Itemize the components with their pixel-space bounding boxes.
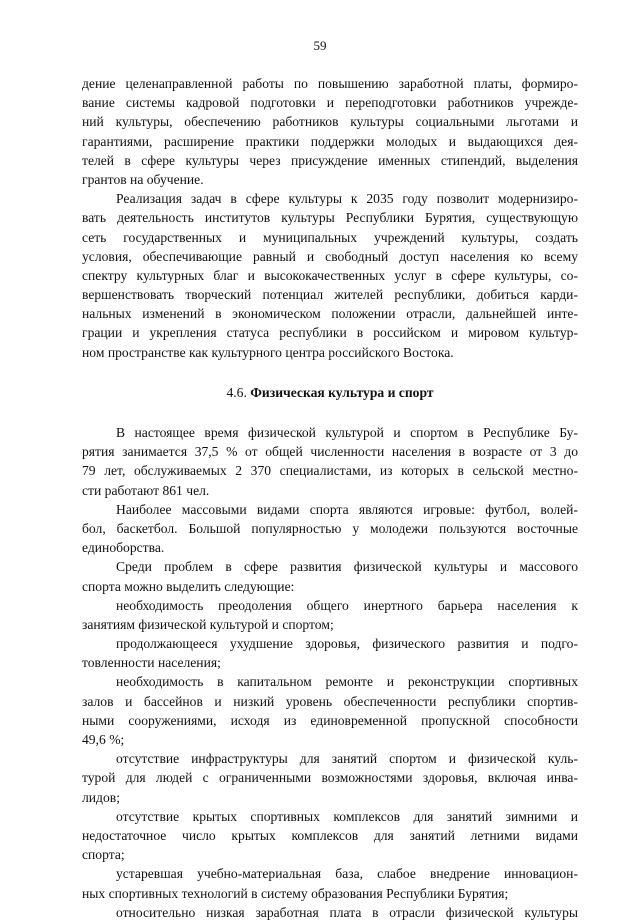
text-line: телей в сфере культуры через присуждение именных стипендий, выделения bbox=[82, 152, 578, 168]
text-line: Среди проблем в сфере развития физической культуры и массового bbox=[116, 559, 578, 575]
text-line: продолжающееся ухудшение здоровья, физического развития и подго- bbox=[116, 636, 578, 652]
paragraph-participation-stats bbox=[82, 423, 578, 500]
text-line: 79 лет, обслуживаемых 2 370 специалистами, из которых в сельской местно- bbox=[82, 463, 578, 479]
text-line: бол, баскетбол. Большой популярностью у молодежи пользуются восточные bbox=[82, 520, 578, 536]
text-line: сти работают 861 чел. bbox=[82, 482, 210, 498]
text-line: нальных изменений в экономическом положении отрасли, дальнейшей инте- bbox=[82, 306, 578, 322]
text-line: гарантиями, расширение практики поддержки молодых и выдающихся дея- bbox=[82, 133, 578, 149]
text-line: отсутствие инфраструктуры для занятий спортом и физической куль- bbox=[116, 751, 578, 767]
text-line: устаревшая учебно-материальная база, слабое внедрение инновацион- bbox=[116, 866, 578, 882]
section-number: 4.6. bbox=[226, 384, 247, 400]
text-line: грации и укрепления статуса республики в российском и мировом культур- bbox=[82, 325, 578, 341]
paragraph-staff-policy bbox=[82, 74, 578, 189]
list-item bbox=[82, 864, 578, 902]
list-item bbox=[82, 903, 578, 922]
section-heading bbox=[82, 383, 578, 402]
text-line: рятия занимается 37,5 % от общей численности населения в возрасте от 3 до bbox=[82, 444, 578, 460]
spacer bbox=[82, 362, 578, 383]
text-line: ном пространстве как культурного центра российского Востока. bbox=[82, 344, 454, 360]
text-line: грантов на обучение. bbox=[82, 171, 204, 187]
text-line: вершенствовать творческий потенциал жителей республики, добиться карди- bbox=[82, 287, 578, 303]
paragraph-popular-sports bbox=[82, 500, 578, 558]
list-item bbox=[82, 596, 578, 634]
text-line: относительно низкая заработная плата в отрасли физической культуры bbox=[116, 904, 578, 920]
paragraph-culture-2035 bbox=[82, 189, 578, 362]
text-line: отсутствие крытых спортивных комплексов для занятий зимними и bbox=[116, 808, 578, 824]
text-line: вание системы кадровой подготовки и переподготовки работников учрежде- bbox=[82, 95, 578, 111]
text-line: дение целенаправленной работы по повышению заработной платы, формиро- bbox=[82, 76, 578, 91]
list-item bbox=[82, 749, 578, 807]
text-line: необходимость в капитальном ремонте и реконструкции спортивных bbox=[116, 674, 578, 690]
text-line: вать деятельность институтов культуры Республики Бурятия, существующую bbox=[82, 210, 578, 226]
text-line: товленности населения; bbox=[82, 655, 221, 671]
section-title: Физическая культура и спорт bbox=[250, 384, 434, 400]
text-line: турой для людей с ограниченными возможностями здоровья, включая инва- bbox=[82, 770, 578, 786]
page-number: 59 bbox=[313, 38, 327, 53]
text-line: лидов; bbox=[82, 789, 120, 805]
text-line: занятиям физической культурой и спортом; bbox=[82, 616, 334, 632]
text-line: спектру культурных благ и высококачественных услуг в сфере культуры, со- bbox=[82, 267, 578, 283]
text-line: 49,6 %; bbox=[82, 732, 125, 747]
text-line: недостаточное число крытых комплексов для занятий летними видами bbox=[82, 827, 578, 843]
spacer bbox=[82, 402, 578, 423]
list-item bbox=[82, 672, 578, 749]
page-content bbox=[82, 74, 578, 922]
text-line: залов и бассейнов и низкий уровень обеспеченности республики спортив- bbox=[82, 693, 578, 709]
text-line: В настоящее время физической культурой и спортом в Республике Бу- bbox=[116, 425, 578, 440]
text-line: сеть государственных и муниципальных учреждений культуры, создать bbox=[82, 229, 578, 245]
text-line: ний культуры, обеспечению работников культуры социальными льготами и bbox=[82, 114, 578, 130]
text-line: ными сооружениями, исходя из единовременной пропускной способности bbox=[82, 712, 578, 728]
text-line: спорта можно выделить следующие: bbox=[82, 578, 295, 594]
text-line: единоборства. bbox=[82, 540, 165, 556]
text-line: Реализация задач в сфере культуры к 2035 году позволит модернизиро- bbox=[116, 191, 578, 207]
paragraph-problems-intro bbox=[82, 557, 578, 595]
list-item bbox=[82, 634, 578, 672]
text-line: условия, обеспечивающие равный и свободный доступ населения ко всему bbox=[82, 248, 578, 264]
text-line: ных спортивных технологий в систему образования Республики Бурятия; bbox=[82, 885, 509, 901]
text-line: спорта; bbox=[82, 847, 125, 863]
list-item bbox=[82, 807, 578, 865]
text-line: необходимость преодоления общего инертного барьера населения к bbox=[116, 597, 578, 613]
text-line: Наиболее массовыми видами спорта являются игровые: футбол, волей- bbox=[116, 501, 578, 517]
